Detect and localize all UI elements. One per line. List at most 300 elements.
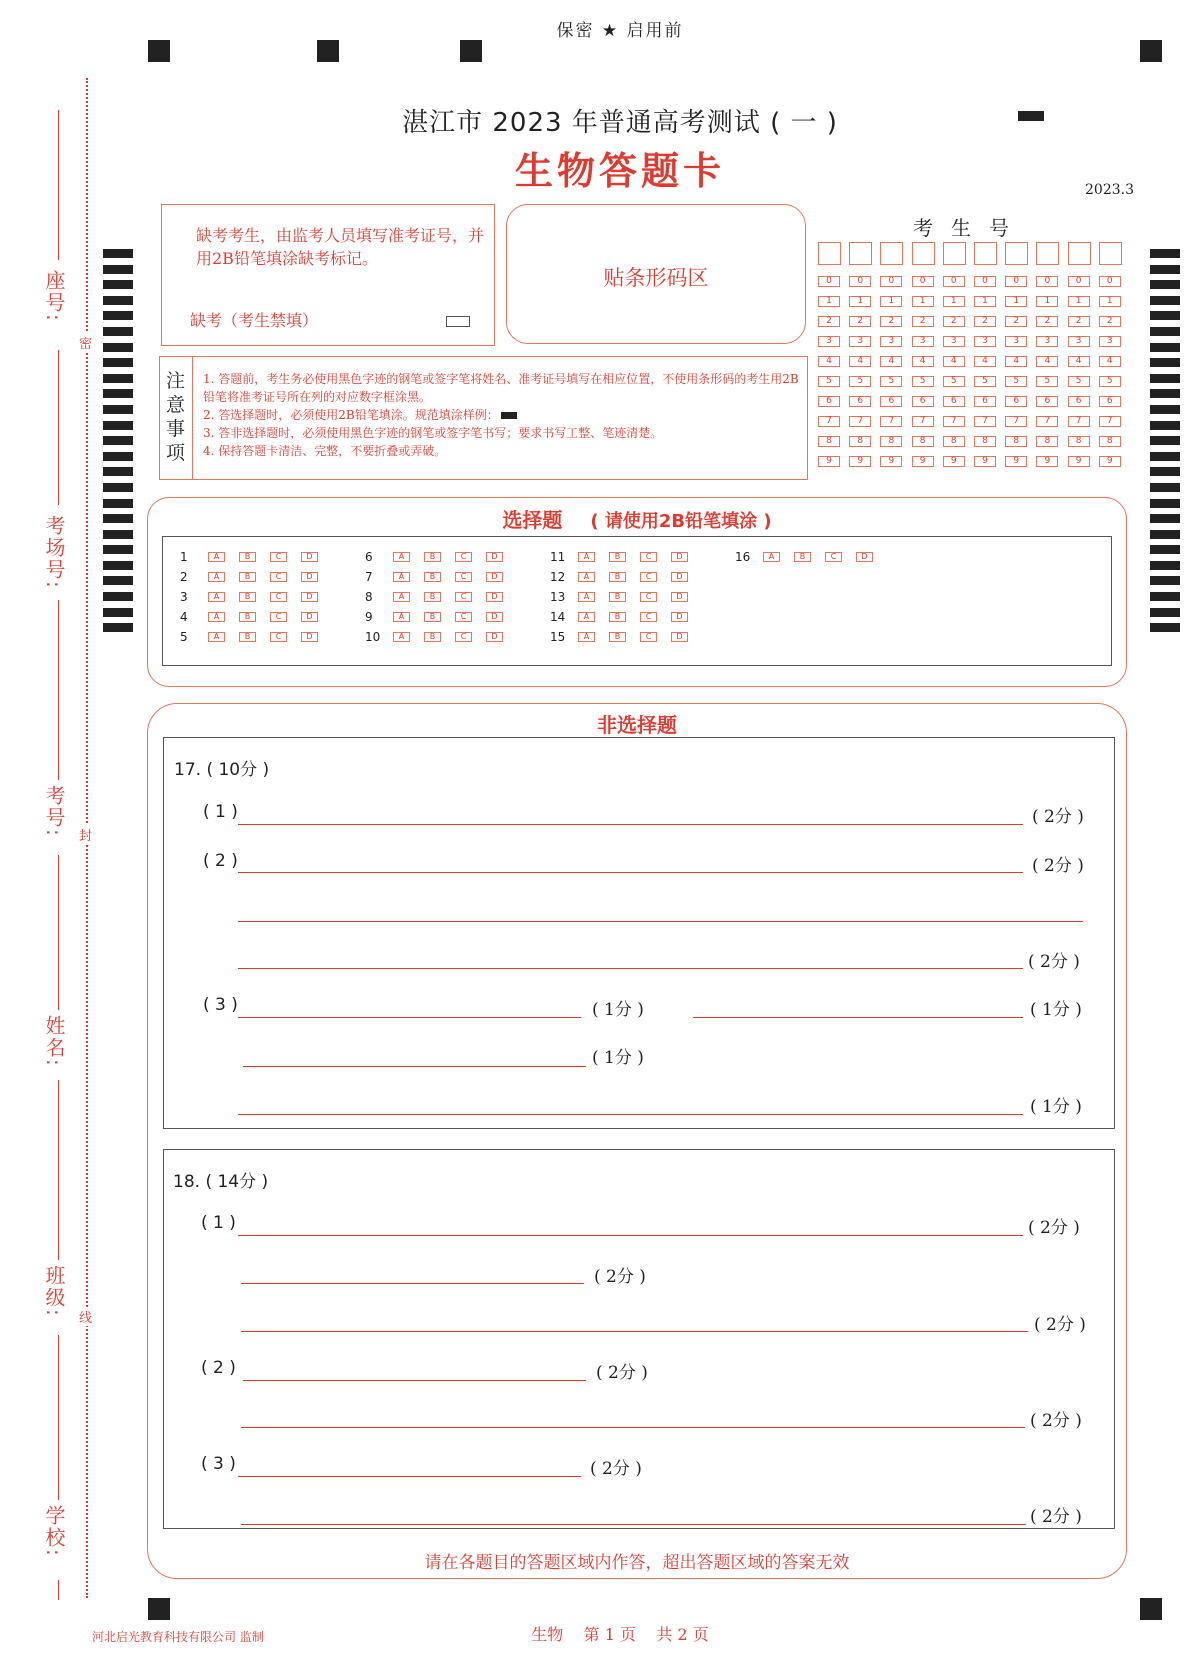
mc-option-bubble[interactable]: D [671, 572, 688, 582]
candidate-digit-bubble[interactable]: 8 [880, 436, 902, 447]
candidate-digit-bubble[interactable]: 3 [1068, 336, 1090, 347]
candidate-digit-bubble[interactable]: 8 [974, 436, 996, 447]
mc-option-bubble[interactable]: A [393, 612, 410, 622]
timing-mark [1150, 311, 1180, 320]
candidate-digit-bubble[interactable]: 9 [974, 456, 996, 467]
mc-question-number: 3 [180, 590, 188, 604]
mc-option-bubble[interactable]: C [455, 612, 472, 622]
timing-mark [103, 514, 133, 523]
timing-mark [1150, 608, 1180, 617]
timing-mark [1150, 561, 1180, 570]
timing-mark [1150, 467, 1180, 476]
q18-part1-line[interactable] [238, 1235, 1023, 1236]
candidate-digit-bubble[interactable]: 7 [818, 416, 840, 427]
candidate-digit-bubble[interactable]: 0 [1099, 276, 1121, 287]
candidate-digit-bubble[interactable]: 4 [880, 356, 902, 367]
mc-option-bubble[interactable]: D [486, 612, 503, 622]
mc-title: 选择题 ( 请使用2B铅笔填涂 ) [502, 508, 772, 532]
mc-question-number: 6 [365, 550, 373, 564]
q17-part3-line[interactable] [238, 1114, 1023, 1115]
candidate-digit-bubble[interactable]: 5 [1099, 376, 1121, 387]
q18-part1-label: ( 1 ) [201, 1213, 236, 1233]
mc-option-bubble[interactable]: A [578, 612, 595, 622]
timing-mark [103, 296, 133, 305]
seal-char: 密 [79, 333, 92, 352]
q17-part3-points: ( 1分 ) [592, 1048, 644, 1068]
candidate-digit-bubble[interactable]: 9 [912, 456, 934, 467]
q18-part1-points: ( 2分 ) [1028, 1218, 1080, 1238]
mc-option-bubble[interactable]: C [455, 552, 472, 562]
candidate-digit-bubble[interactable]: 0 [880, 276, 902, 287]
mc-option-bubble[interactable]: A [763, 552, 780, 562]
mc-option-bubble[interactable]: A [393, 572, 410, 582]
timing-mark [103, 389, 133, 398]
candidate-digit-bubble[interactable]: 8 [1036, 436, 1058, 447]
mc-option-bubble[interactable]: C [455, 592, 472, 602]
timing-mark [1150, 530, 1180, 539]
mc-option-bubble[interactable]: B [794, 552, 811, 562]
mc-option-bubble[interactable]: B [424, 572, 441, 582]
timing-mark [103, 327, 133, 336]
mc-option-bubble[interactable]: A [208, 612, 225, 622]
mc-question-number: 2 [180, 570, 188, 584]
mc-option-bubble[interactable]: D [486, 572, 503, 582]
barcode-label: 贴条形码区 [603, 266, 709, 290]
candidate-digit-bubble[interactable]: 3 [1005, 336, 1027, 347]
mc-option-bubble[interactable]: D [486, 632, 503, 642]
candidate-digit-bubble[interactable]: 5 [1036, 376, 1058, 387]
notice-heading-char: 事 [165, 418, 185, 440]
q17-part2-line[interactable] [238, 968, 1023, 969]
timing-mark [103, 405, 133, 414]
q17-box [163, 737, 1115, 1129]
candidate-digit-bubble[interactable]: 7 [1099, 416, 1121, 427]
candidate-digit-bubble[interactable]: 4 [974, 356, 996, 367]
candidate-digit-bubble[interactable]: 3 [974, 336, 996, 347]
notice-list [203, 370, 803, 460]
registration-mark [317, 40, 339, 62]
candidate-digit-bubble[interactable]: 2 [974, 316, 996, 327]
mc-option-bubble[interactable]: D [856, 552, 873, 562]
timing-mark [1150, 343, 1180, 352]
candidate-digit-bubble[interactable]: 2 [943, 316, 965, 327]
notice-item: 3. 答非选择题时，必须使用黑色字迹的钢笔或签字笔书写；要求书写工整、笔迹清楚。 [203, 426, 663, 440]
candidate-digit-bubble[interactable]: 1 [1005, 296, 1027, 307]
mc-question-number: 13 [550, 590, 566, 604]
answer-area-warning: 请在各题目的答题区域内作答，超出答题区域的答案无效 [424, 1553, 850, 1573]
candidate-digit-bubble[interactable]: 1 [943, 296, 965, 307]
candidate-digit-bubble[interactable]: 5 [912, 376, 934, 387]
mc-option-bubble[interactable]: A [208, 572, 225, 582]
mc-option-bubble[interactable]: D [301, 592, 318, 602]
timing-mark [103, 249, 133, 258]
candidate-digit-bubble[interactable]: 4 [849, 356, 871, 367]
candidate-digit-bubble[interactable]: 6 [974, 396, 996, 407]
notice-item: 2. 答选择题时，必须使用2B铅笔填涂。规范填涂样例： [203, 406, 803, 424]
seal-char: 封 [79, 825, 92, 844]
mc-option-bubble[interactable]: C [640, 572, 657, 582]
notice-item: 4. 保持答题卡清洁、完整，不要折叠或弄破。 [203, 444, 447, 458]
mc-option-bubble[interactable]: C [270, 632, 287, 642]
candidate-digit-bubble[interactable]: 9 [1099, 456, 1121, 467]
mc-option-bubble[interactable]: C [270, 612, 287, 622]
mc-option-bubble[interactable]: B [239, 632, 256, 642]
binding-line [58, 1335, 59, 1500]
mc-option-bubble[interactable]: A [393, 632, 410, 642]
mc-option-bubble[interactable]: A [393, 592, 410, 602]
timing-mark [1150, 592, 1180, 601]
candidate-digit-bubble[interactable]: 9 [880, 456, 902, 467]
q17-part1-line[interactable] [238, 824, 1023, 825]
mc-option-bubble[interactable]: B [424, 612, 441, 622]
mc-option-bubble[interactable]: A [208, 592, 225, 602]
timing-marks-left [103, 249, 133, 639]
candidate-digit-bubble[interactable]: 9 [1036, 456, 1058, 467]
candidate-digit-bubble[interactable]: 1 [1099, 296, 1121, 307]
candidate-digit-bubble[interactable]: 7 [1005, 416, 1027, 427]
mc-question-number: 4 [180, 610, 188, 624]
candidate-digit-bubble[interactable]: 4 [1036, 356, 1058, 367]
mc-option-bubble[interactable]: B [424, 552, 441, 562]
timing-mark [103, 452, 133, 461]
mc-option-bubble[interactable]: C [640, 552, 657, 562]
mc-question-number: 9 [365, 610, 373, 624]
footer-subject: 生物 [531, 1625, 564, 1644]
timing-marks-right [1150, 249, 1180, 639]
mc-option-bubble[interactable]: D [301, 572, 318, 582]
candidate-digit-bubble[interactable]: 2 [1068, 316, 1090, 327]
candidate-digit-bubble[interactable]: 4 [1099, 356, 1121, 367]
q18-part3-line[interactable] [238, 1476, 581, 1477]
candidate-digit-box[interactable] [974, 242, 997, 265]
notice-heading-char: 意 [165, 394, 185, 416]
candidate-digit-bubble[interactable]: 3 [880, 336, 902, 347]
mc-option-bubble[interactable]: C [270, 552, 287, 562]
timing-mark [1150, 452, 1180, 461]
candidate-digit-bubble[interactable]: 9 [1068, 456, 1090, 467]
page-footer [0, 1622, 1200, 1645]
candidate-digit-bubble[interactable]: 4 [943, 356, 965, 367]
q18-part2-line[interactable] [243, 1380, 586, 1381]
candidate-digit-bubble[interactable]: 7 [1036, 416, 1058, 427]
fill-sample [501, 412, 517, 419]
q17-part3-line[interactable] [238, 1017, 581, 1018]
mc-option-bubble[interactable]: A [578, 632, 595, 642]
candidate-digit-bubble[interactable]: 5 [1005, 376, 1027, 387]
q17-part1-label: ( 1 ) [203, 802, 238, 822]
candidate-digit-bubble[interactable]: 1 [912, 296, 934, 307]
mc-option-bubble[interactable]: B [424, 632, 441, 642]
candidate-digit-bubble[interactable]: 6 [1099, 396, 1121, 407]
q18-part2-label: ( 2 ) [201, 1358, 236, 1378]
mc-option-bubble[interactable]: B [239, 612, 256, 622]
candidate-digit-box[interactable] [1036, 242, 1059, 265]
candidate-digit-bubble[interactable]: 4 [818, 356, 840, 367]
q18-part3-points: ( 2分 ) [1030, 1507, 1082, 1527]
candidate-digit-bubble[interactable]: 9 [943, 456, 965, 467]
candidate-digit-bubble[interactable]: 0 [1036, 276, 1058, 287]
secrecy-label: 保密 ★ 启用前 [556, 21, 684, 41]
mc-option-bubble[interactable]: A [393, 552, 410, 562]
timing-mark [103, 436, 133, 445]
candidate-digit-bubble[interactable]: 3 [818, 336, 840, 347]
mc-question-number: 10 [365, 630, 381, 644]
candidate-digit-bubble[interactable]: 8 [1099, 436, 1121, 447]
q17-part3-line[interactable] [243, 1066, 586, 1067]
timing-mark [103, 483, 133, 492]
mc-question-number: 7 [365, 570, 373, 584]
mc-option-bubble[interactable]: B [239, 552, 256, 562]
mc-option-bubble[interactable]: A [578, 552, 595, 562]
registration-mark [148, 40, 170, 62]
candidate-digit-bubble[interactable]: 7 [912, 416, 934, 427]
candidate-digit-bubble[interactable]: 0 [1005, 276, 1027, 287]
candidate-digit-bubble[interactable]: 9 [1005, 456, 1027, 467]
candidate-digit-bubble[interactable]: 1 [818, 296, 840, 307]
candidate-digit-box[interactable] [849, 242, 872, 265]
candidate-digit-bubble[interactable]: 8 [912, 436, 934, 447]
q17-part2-points: ( 2分 ) [1028, 952, 1080, 972]
q18-part1-points: ( 2分 ) [594, 1267, 646, 1287]
candidate-digit-bubble[interactable]: 9 [849, 456, 871, 467]
mc-option-bubble[interactable]: B [239, 592, 256, 602]
candidate-digit-bubble[interactable]: 1 [880, 296, 902, 307]
candidate-digit-bubble[interactable]: 6 [880, 396, 902, 407]
candidate-digit-bubble[interactable]: 0 [974, 276, 996, 287]
seal-char: 线 [79, 1307, 92, 1326]
candidate-digit-box[interactable] [943, 242, 966, 265]
notice-heading [159, 356, 193, 480]
timing-mark [103, 592, 133, 601]
timing-mark [103, 499, 133, 508]
candidate-digit-bubble[interactable]: 2 [1005, 316, 1027, 327]
class-label: 班级: [42, 1265, 66, 1318]
mc-option-bubble[interactable]: B [609, 612, 626, 622]
candidate-digit-bubble[interactable]: 1 [1036, 296, 1058, 307]
timing-mark [103, 561, 133, 570]
candidate-digit-bubble[interactable]: 4 [912, 356, 934, 367]
candidate-digit-box[interactable] [1005, 242, 1028, 265]
mc-option-bubble[interactable]: C [640, 612, 657, 622]
mc-option-bubble[interactable]: B [609, 572, 626, 582]
q18-part2-line[interactable] [241, 1427, 1025, 1428]
mc-option-bubble[interactable]: A [208, 552, 225, 562]
mc-option-bubble[interactable]: D [671, 612, 688, 622]
timing-mark [1150, 421, 1180, 430]
candidate-digit-bubble[interactable]: 7 [880, 416, 902, 427]
q17-part2-points: ( 2分 ) [1032, 856, 1084, 876]
candidate-digit-bubble[interactable]: 2 [880, 316, 902, 327]
timing-mark [1150, 436, 1180, 445]
mc-question-number: 11 [550, 550, 566, 564]
binding-line [58, 1580, 59, 1600]
binding-line [58, 1080, 59, 1260]
binding-line [58, 855, 59, 1010]
candidate-digit-bubble[interactable]: 3 [849, 336, 871, 347]
absent-label: 缺考（考生禁填） [190, 311, 319, 330]
timing-mark [103, 421, 133, 430]
mc-option-bubble[interactable]: B [609, 552, 626, 562]
candidate-digit-bubble[interactable]: 8 [1068, 436, 1090, 447]
candidate-digit-bubble[interactable]: 8 [943, 436, 965, 447]
mc-option-bubble[interactable]: B [609, 632, 626, 642]
mc-option-bubble[interactable]: C [270, 592, 287, 602]
timing-mark [1150, 576, 1180, 585]
timing-mark [103, 467, 133, 476]
candidate-digit-bubble[interactable]: 3 [1099, 336, 1121, 347]
mc-option-bubble[interactable]: B [424, 592, 441, 602]
mc-option-bubble[interactable]: D [301, 632, 318, 642]
mc-option-bubble[interactable]: C [640, 632, 657, 642]
mc-option-bubble[interactable]: B [239, 572, 256, 582]
school-label: 学校: [42, 1505, 66, 1558]
mc-option-bubble[interactable]: D [301, 612, 318, 622]
q17-part2-line[interactable] [238, 921, 1083, 922]
candidate-digit-bubble[interactable]: 0 [1068, 276, 1090, 287]
candidate-digit-box[interactable] [1099, 242, 1122, 265]
candidate-digit-bubble[interactable]: 0 [912, 276, 934, 287]
candidate-digit-bubble[interactable]: 8 [1005, 436, 1027, 447]
exam-date: 2023.3 [1085, 182, 1134, 198]
candidate-digit-bubble[interactable]: 0 [943, 276, 965, 287]
timing-mark [1150, 483, 1180, 492]
candidate-digit-bubble[interactable]: 9 [818, 456, 840, 467]
absent-instruction: 缺考考生，由监考人员填写准考证号，并用2B铅笔填涂缺考标记。 [196, 226, 485, 268]
candidate-digit-bubble[interactable]: 0 [849, 276, 871, 287]
mc-question-number: 8 [365, 590, 373, 604]
q18-part1-line[interactable] [241, 1331, 1028, 1332]
mc-option-bubble[interactable]: D [671, 632, 688, 642]
candidate-digit-bubble[interactable]: 5 [849, 376, 871, 387]
publisher: 河北启光教育科技有限公司 监制 [92, 1630, 264, 1644]
candidate-digit-bubble[interactable]: 5 [943, 376, 965, 387]
candidate-digit-box[interactable] [880, 242, 903, 265]
candidate-digit-bubble[interactable]: 2 [1036, 316, 1058, 327]
timing-mark [1150, 499, 1180, 508]
timing-mark [1150, 623, 1180, 632]
candidate-digit-bubble[interactable]: 5 [880, 376, 902, 387]
candidate-digit-bubble[interactable]: 7 [1068, 416, 1090, 427]
mc-option-bubble[interactable]: D [486, 592, 503, 602]
mc-option-bubble[interactable]: A [208, 632, 225, 642]
mc-question-number: 12 [550, 570, 566, 584]
candidate-digit-bubble[interactable]: 5 [818, 376, 840, 387]
candidate-digit-bubble[interactable]: 6 [849, 396, 871, 407]
mc-question-number: 16 [735, 550, 751, 564]
mc-option-bubble[interactable]: D [671, 592, 688, 602]
mc-option-bubble[interactable]: B [609, 592, 626, 602]
candidate-digit-bubble[interactable]: 6 [1005, 396, 1027, 407]
candidate-digit-bubble[interactable]: 0 [818, 276, 840, 287]
mc-option-bubble[interactable]: D [671, 552, 688, 562]
candidate-digit-bubble[interactable]: 6 [912, 396, 934, 407]
exam-room-label: 考场号: [42, 515, 66, 590]
nc-title: 非选择题 [597, 713, 677, 737]
candidate-digit-bubble[interactable]: 3 [943, 336, 965, 347]
q18-part3-label: ( 3 ) [201, 1454, 236, 1474]
q17-part2-label: ( 2 ) [203, 851, 238, 871]
notice-item: 1. 答题前，考生务必使用黑色字迹的钢笔或签字笔将姓名、准考证号填写在相应位置，不使用条形码的考生用2B铅笔将准考证号所在列的对应数字框涂黑。 [203, 372, 799, 404]
mc-option-bubble[interactable]: C [270, 572, 287, 582]
q17-part2-line[interactable] [238, 872, 1023, 873]
timing-mark [1150, 405, 1180, 414]
timing-mark [103, 374, 133, 383]
mc-option-bubble[interactable]: D [486, 552, 503, 562]
candidate-digit-bubble[interactable]: 2 [849, 316, 871, 327]
candidate-digit-bubble[interactable]: 5 [974, 376, 996, 387]
timing-mark [1150, 249, 1180, 258]
mc-question-number: 14 [550, 610, 566, 624]
registration-mark [148, 1598, 170, 1620]
q18-part3-line[interactable] [241, 1524, 1026, 1525]
mc-option-bubble[interactable]: C [640, 592, 657, 602]
timing-mark [103, 311, 133, 320]
exam-number-label: 考号: [42, 785, 66, 838]
registration-mark [1140, 1598, 1162, 1620]
notice-heading-char: 项 [165, 442, 185, 464]
name-label: 姓名: [42, 1015, 66, 1068]
mc-option-bubble[interactable]: A [578, 592, 595, 602]
candidate-digit-bubble[interactable]: 3 [912, 336, 934, 347]
candidate-digit-box[interactable] [818, 242, 841, 265]
candidate-digit-box[interactable] [1068, 242, 1091, 265]
candidate-digit-bubble[interactable]: 8 [849, 436, 871, 447]
mc-option-bubble[interactable]: A [578, 572, 595, 582]
candidate-digit-bubble[interactable]: 6 [943, 396, 965, 407]
seat-number-label: 座号: [42, 270, 66, 323]
candidate-digit-bubble[interactable]: 8 [818, 436, 840, 447]
candidate-digit-bubble[interactable]: 6 [1036, 396, 1058, 407]
footer-total: 共 2 页 [656, 1625, 709, 1644]
registration-mark [1140, 40, 1162, 62]
q18-part2-points: ( 2分 ) [1030, 1411, 1082, 1431]
candidate-digit-bubble[interactable]: 4 [1068, 356, 1090, 367]
timing-mark [1150, 389, 1180, 398]
candidate-digit-bubble[interactable]: 2 [818, 316, 840, 327]
mc-option-bubble[interactable]: D [301, 552, 318, 562]
candidate-digit-bubble[interactable]: 1 [849, 296, 871, 307]
candidate-digit-bubble[interactable]: 6 [818, 396, 840, 407]
timing-mark [1150, 545, 1180, 554]
q17-part3-points: ( 1分 ) [1030, 1097, 1082, 1117]
candidate-digit-bubble[interactable]: 5 [1068, 376, 1090, 387]
candidate-digit-bubble[interactable]: 3 [1036, 336, 1058, 347]
candidate-digit-bubble[interactable]: 4 [1005, 356, 1027, 367]
mc-option-bubble[interactable]: C [455, 632, 472, 642]
binding-line [58, 600, 59, 780]
notice-heading-char: 注 [165, 370, 185, 392]
candidate-digit-bubble[interactable]: 2 [1099, 316, 1121, 327]
mc-option-bubble[interactable]: C [455, 572, 472, 582]
timing-mark [103, 608, 133, 617]
candidate-digit-bubble[interactable]: 1 [1068, 296, 1090, 307]
q17-part1-points: ( 2分 ) [1032, 807, 1084, 827]
candidate-digit-bubble[interactable]: 7 [849, 416, 871, 427]
registration-mark [460, 40, 482, 62]
q18-part1-line[interactable] [241, 1283, 584, 1284]
candidate-digit-bubble[interactable]: 2 [912, 316, 934, 327]
q17-part3-label: ( 3 ) [203, 995, 238, 1015]
candidate-digit-bubble[interactable]: 1 [974, 296, 996, 307]
candidate-digit-bubble[interactable]: 6 [1068, 396, 1090, 407]
q17-part3-line[interactable] [693, 1017, 1023, 1018]
candidate-digit-box[interactable] [912, 242, 935, 265]
timing-mark [103, 623, 133, 632]
candidate-digit-bubble[interactable]: 7 [974, 416, 996, 427]
mc-option-bubble[interactable]: C [825, 552, 842, 562]
candidate-digit-bubble[interactable]: 7 [943, 416, 965, 427]
absent-checkbox[interactable] [446, 316, 470, 327]
